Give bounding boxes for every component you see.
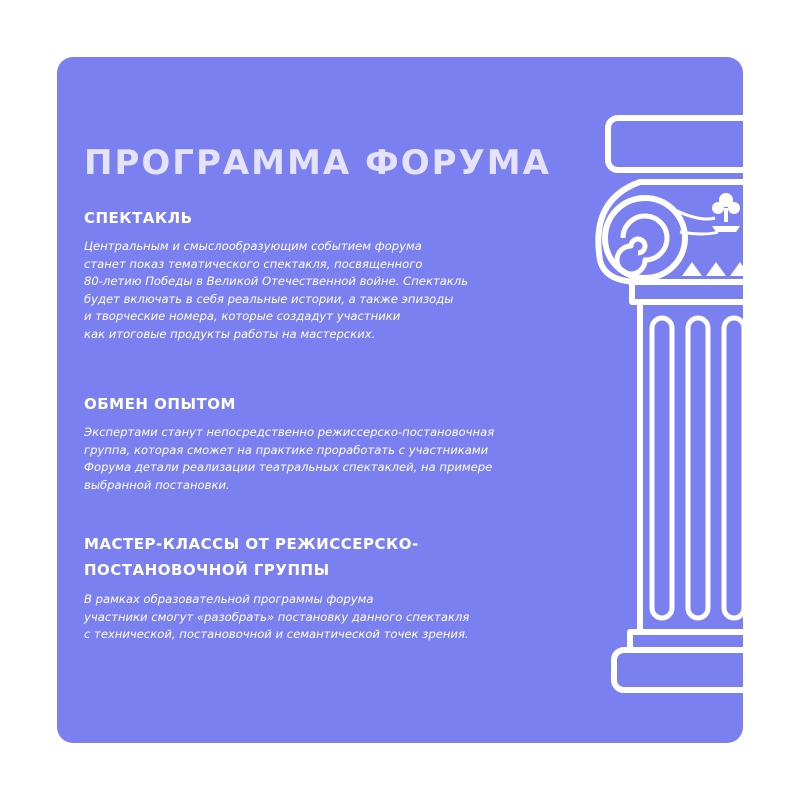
section-spectacle	[84, 206, 564, 344]
page-title: ПРОГРАММА ФОРУМА	[84, 143, 551, 183]
section-text: В рамках образовательной программы форума участники смогут «разобрать» постановку данного спектакля с технической, постановочной и семантической точек зрения.	[84, 592, 470, 642]
section-text: Центральным и смыслообразующим событием форума станет показ тематического спектакля, посвященного 80-летию Победы в Великой Отечественной войне. Спектакль будет включать в себя реальные истории, а также эпизоды и творческие номера, которые создадут участники как итоговые продукты работы на мастерских.	[84, 239, 469, 341]
section-heading: МАСТЕР-КЛАССЫ ОТ РЕЖИССЕРСКО- ПОСТАНОВОЧНОЙ ГРУППЫ	[84, 535, 419, 579]
section-experience-exchange	[84, 392, 584, 494]
section-text: Экспертами станут непосредственно режиссерско-постановочная группа, которая сможет на практике проработать с участниками Форума детали реализации театральных спектаклей, на примере выбранной постановки.	[84, 425, 495, 492]
section-heading: ОБМЕН ОПЫТОМ	[84, 395, 236, 413]
section-master-classes	[84, 531, 584, 644]
section-heading: СПЕКТАКЛЬ	[84, 209, 193, 227]
ionic-column-icon	[560, 60, 743, 700]
